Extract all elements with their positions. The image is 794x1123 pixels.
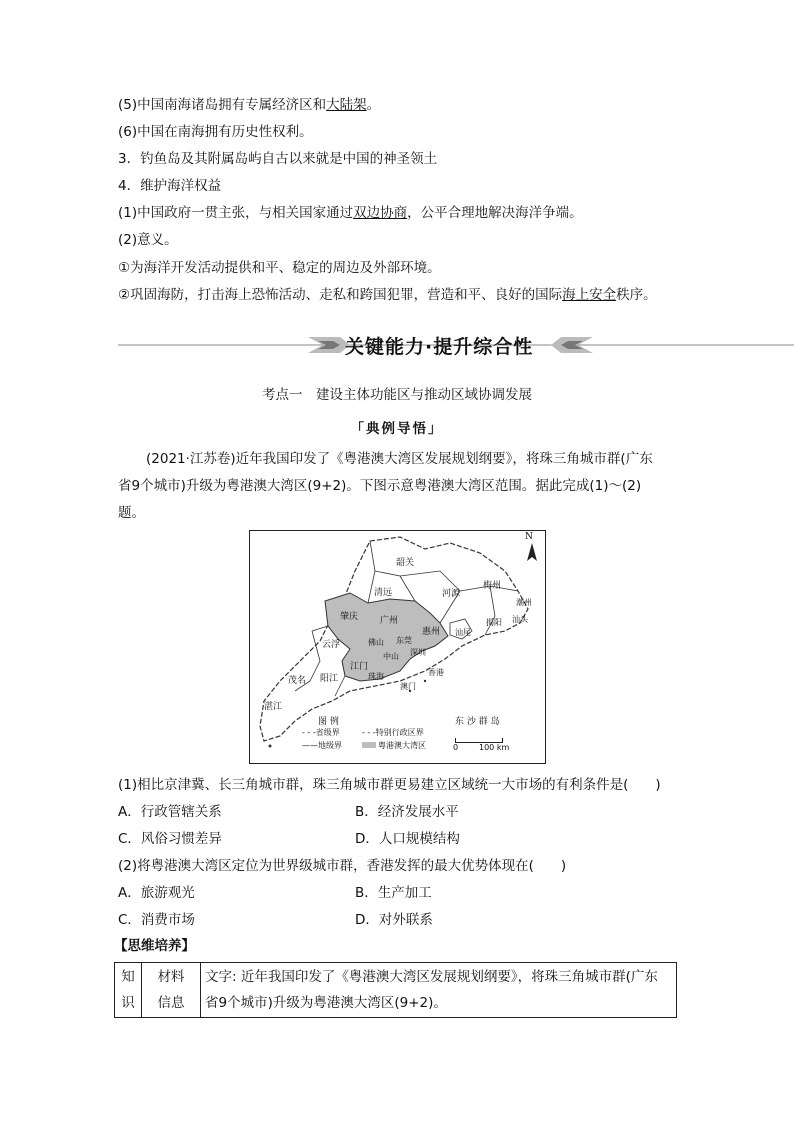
item-5: (5)中国南海诸岛拥有专属经济区和大陆架。 (118, 97, 381, 113)
city-zhaoqing: 肇庆 (340, 612, 359, 622)
scale-zero: 0 (453, 743, 459, 752)
city-macau: 澳门 (400, 682, 416, 691)
q1-option-d: D．人口规模结构 (355, 831, 460, 847)
city-foshan: 佛山 (368, 638, 384, 647)
intro-line-2: 省9个城市)升级为粤港澳大湾区(9+2)。下图示意粤港澳大湾区范围。据此完成(1)～(2) (118, 478, 642, 494)
item-4-2: (2)意义。 (118, 232, 178, 248)
intro-paragraph: (2021·江苏卷)近年我国印发了《粤港澳大湾区发展规划纲要》，将珠三角城市群(广东 (146, 451, 653, 467)
city-shantou: 汕头 (512, 615, 528, 624)
city-hongkong: 香港 (428, 668, 444, 677)
city-huizhou: 惠州 (422, 627, 441, 637)
section-title: 关键能力·提升综合性 (345, 336, 534, 358)
city-zhanjiang: 湛江 (264, 702, 283, 712)
topic-heading: 考点一 建设主体功能区与推动区域协调发展 (262, 387, 532, 403)
q2-option-d: D．对外联系 (355, 912, 433, 928)
example-header: 「典例导悟」 (350, 421, 444, 437)
item-3: 3．钓鱼岛及其附属岛屿自古以来就是中国的神圣领土 (118, 151, 438, 167)
city-meizhou: 梅州 (483, 581, 502, 591)
city-yangjiang: 阳江 (320, 674, 339, 684)
item-6: (6)中国在南海拥有历史性权利。 (118, 124, 313, 140)
city-zhuhai: 珠海 (368, 672, 384, 681)
north-label: N (525, 532, 533, 542)
city-shaoguan: 韶关 (396, 558, 415, 568)
q1-option-b: B．经济发展水平 (355, 804, 459, 820)
city-jiangmen: 江门 (350, 662, 369, 672)
city-zhongshan: 中山 (383, 652, 399, 661)
q1-option-c: C．风俗习惯差异 (118, 831, 222, 847)
item-4: 4．维护海洋权益 (118, 178, 222, 194)
city-jieyang: 揭阳 (486, 618, 502, 627)
q1-option-a: A．行政管辖关系 (118, 804, 222, 820)
table-cell-material: 材料 信息 (142, 963, 201, 1018)
city-chaozhou: 潮州 (516, 598, 532, 607)
city-qingyuan: 清远 (374, 588, 393, 598)
item-4-1: (1)中国政府一贯主张，与相关国家通过双边协商，公平合理地解决海洋争端。 (118, 205, 583, 221)
knowledge-table (114, 962, 677, 1018)
city-shenzhen: 深圳 (410, 648, 426, 657)
north-arrow-icon (527, 543, 537, 561)
city-heyuan: 河源 (442, 589, 461, 599)
legend-sar: - - -特别行政区界 (362, 728, 424, 737)
greater-bay-area-map (249, 530, 546, 764)
scale-100: 100 km (479, 743, 510, 752)
legend-city: ——地级界 (302, 741, 342, 750)
legend-province: - - -省级界 (302, 728, 340, 737)
city-maoming: 茂名 (288, 676, 307, 686)
city-dongguan: 东莞 (396, 636, 412, 645)
legend-bay: 粤港澳大湾区 (362, 740, 426, 751)
dongsha-islands: 东 沙 群 岛 (455, 717, 500, 727)
q2-option-b: B．生产加工 (355, 885, 432, 901)
intro-line-3: 题。 (118, 505, 145, 521)
circle-2: ②巩固海防，打击海上恐怖活动、走私和跨国犯罪，营造和平、良好的国际海上安全秩序。 (118, 287, 657, 303)
thinking-header: 【思维培养】 (114, 938, 195, 954)
q2-stem: (2)将粤港澳大湾区定位为世界级城市群，香港发挥的最大优势体现在( ) (118, 858, 567, 874)
legend-title: 图 例 (318, 717, 339, 727)
city-guangzhou: 广州 (380, 616, 399, 626)
city-shanwei: 汕尾 (455, 628, 471, 637)
q2-option-a: A．旅游观光 (118, 885, 195, 901)
table-cell-knowledge: 知 识 (115, 963, 142, 1018)
table-cell-text: 文字: 近年我国印发了《粤港澳大湾区发展规划纲要》，将珠三角城市群(广东 省9个城市)升级为粤港澳大湾区(9+2)。 (201, 963, 677, 1018)
q1-stem: (1)相比京津冀、长三角城市群，珠三角城市群更易建立区域统一大市场的有利条件是( ) (118, 777, 661, 793)
q2-option-c: C．消费市场 (118, 912, 195, 928)
circle-1: ①为海洋开发活动提供和平、稳定的周边及外部环境。 (118, 260, 441, 276)
city-yunfu: 云浮 (322, 640, 341, 650)
